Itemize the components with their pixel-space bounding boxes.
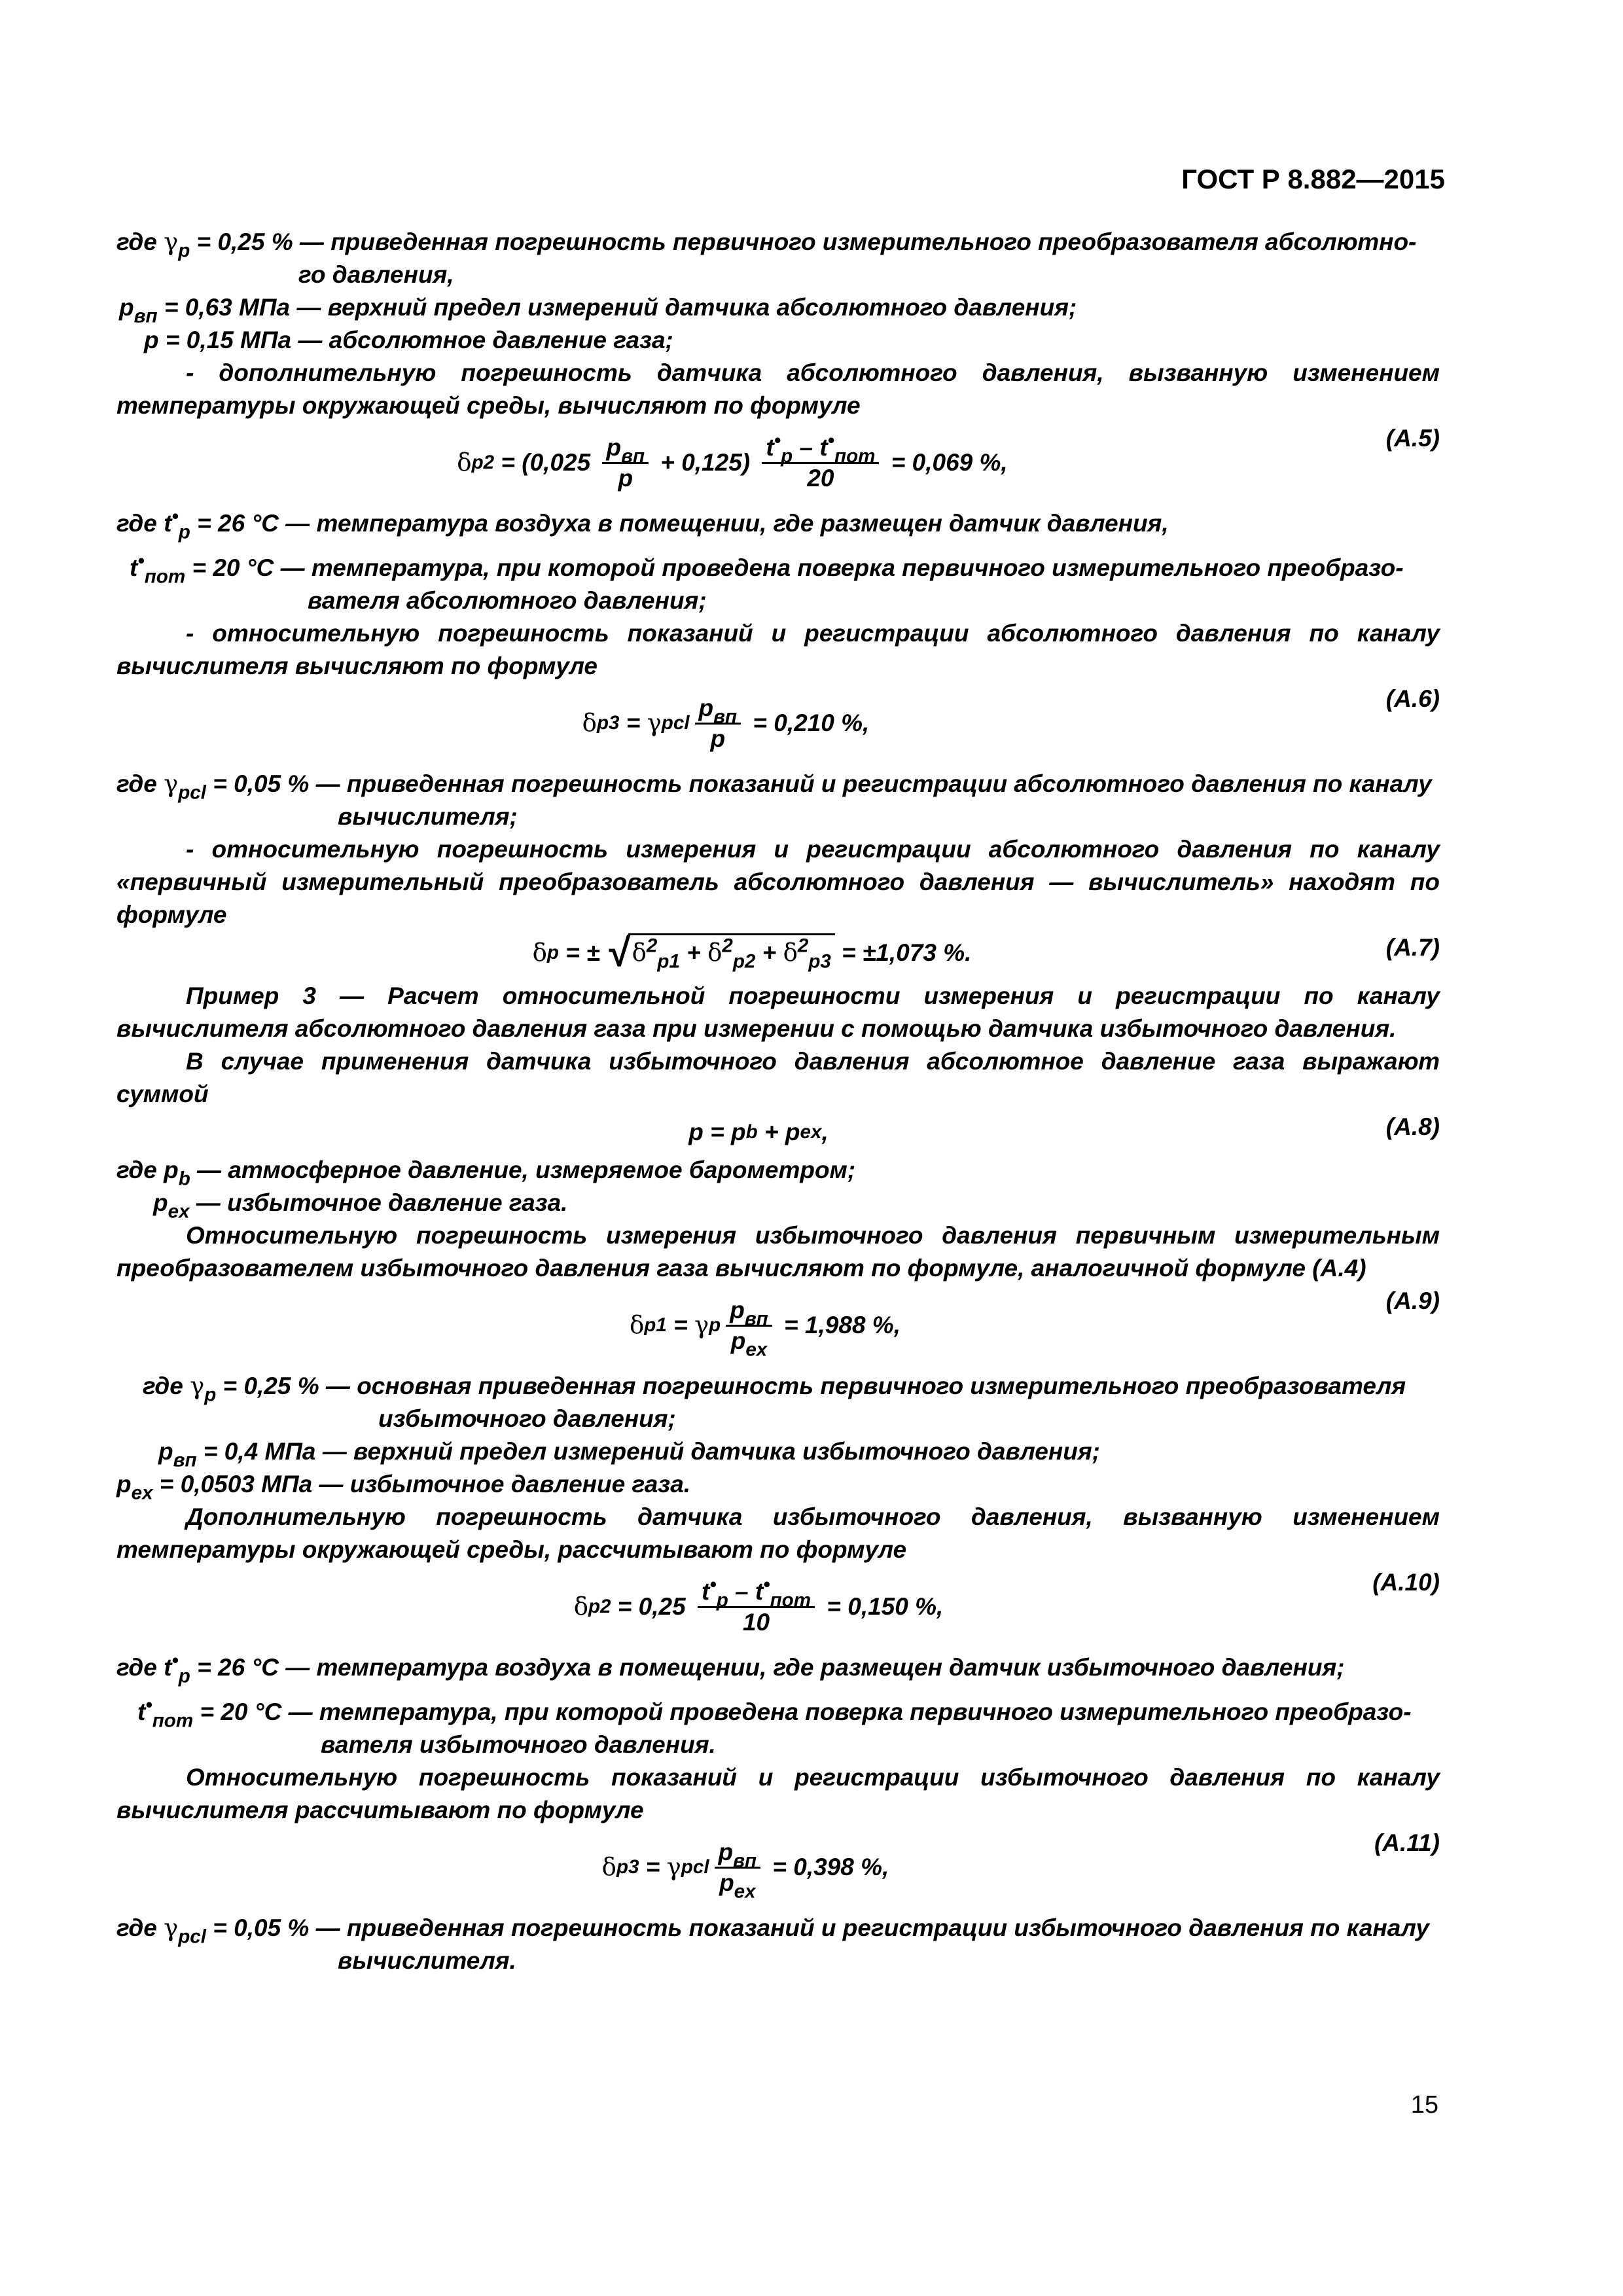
- fraction: $\frac{p_{вп}}{p}$: [695, 694, 741, 753]
- square-root: √ $\delta^2_{p1} + \delta^2_{p2} + \delta^2_{p3}$: [607, 933, 835, 973]
- definition-t-p-excess: где $t^•_p = 26$ °С — температура воздуха в помещении, где размещен датчик избыточного давления;: [116, 1649, 1345, 1687]
- definition-gamma-pcl-excess-cont: вычислителя.: [338, 1947, 516, 1974]
- paragraph-relative-error: - относительную погрешность показаний и регистрации абсолютного давления по каналу вычислителя вычисляют по формуле: [116, 620, 1440, 679]
- definition-gamma-p-excess: где $\gamma_p = 0,25$ % — основная приведенная погрешность первичного измерительного преобразователя: [143, 1372, 1406, 1406]
- definition-gamma-pcl-cont: вычислителя;: [338, 803, 518, 830]
- definition-gamma-p-excess-cont: избыточного давления;: [378, 1405, 676, 1432]
- paragraph-relative-excess: Относительную погрешность показаний и регистрации избыточного давления по каналу вычислителя рассчитывают по формуле: [116, 1764, 1440, 1823]
- equation-number: (A.9): [1385, 1287, 1440, 1314]
- fraction: $\frac{p_{вп}}{p_{ex}}$: [715, 1838, 761, 1897]
- definition-p-b: где $p_b$ — атмосферное давление, измеряемое барометром;: [116, 1157, 856, 1190]
- paragraph-sum: В случае применения датчика избыточного давления абсолютное давление газа выражают суммой: [116, 1048, 1440, 1107]
- fraction: $\frac{p_{вп}}{p}$: [602, 433, 649, 493]
- equation-number: (A.11): [1374, 1829, 1440, 1856]
- equation-number: (A.10): [1372, 1569, 1440, 1596]
- definition-t-pot-excess-cont: вателя избыточного давления.: [321, 1731, 716, 1758]
- equation-number: (A.8): [1385, 1113, 1440, 1140]
- page-number: 15: [1410, 2091, 1438, 2119]
- formula-a7: δ p = ± √ $\delta^2_{p1} + \delta^2_{p2} + \delta^2_{p3}$ = ±1,073 %. (A.7): [532, 931, 1440, 975]
- definition-t-pot-cont: вателя абсолютного давления;: [308, 587, 707, 614]
- formula-a10: δ p2 = 0,25 $\frac{t^•_p - t^•_{пот}}{10}$ = 0,150 %, (A.10): [116, 1566, 1440, 1647]
- example-3: Пример 3 — Расчет относительной погрешности измерения и регистрации по каналу вычислителя абсолютного давления газа при измерении с помощью датчика избыточного давления.: [116, 982, 1440, 1042]
- fraction: $\frac{t^•_p - t^•_{пот}}{10}$: [698, 1577, 815, 1637]
- definition-t-p: где $t^•_p = 26$ °С — температура воздуха в помещении, где размещен датчик давления,: [116, 505, 1169, 543]
- definition-t-pot-excess: $t^•_{пот} = 20$ °С — температура, при которой проведена поверка первичного измерительного преобразо-: [137, 1694, 1412, 1732]
- page-content: [116, 226, 1440, 1977]
- formula-a6: δ p3 = γ pcl $\frac{p_{вп}}{p}$ = 0,210 %, (A.6): [116, 683, 1440, 764]
- definition-gamma-pcl: где $\gamma_{pcl} = 0,05$ % — приведенная погрешность показаний и регистрации абсолютного давления по каналу: [116, 770, 1432, 804]
- definition-t-pot: $t^•_{пот} = 20$ °С — температура, при которой проведена поверка первичного измерительного преобразо-: [130, 550, 1404, 588]
- formula-a11: δ p3 = γ pcl $\frac{p_{вп}}{p_{ex}}$ = 0,398 %, (A.11): [116, 1827, 1440, 1908]
- formula-a8: p = p b + p ex , (A.8): [116, 1111, 1440, 1154]
- definition-p-vp-excess: $p_{вп} = 0,4$ МПа — верхний предел измерений датчика избыточного давления;: [158, 1438, 1100, 1471]
- paragraph-additional-error: - дополнительную погрешность датчика абсолютного давления, вызванную изменением температуры окружающей среды, вычисляют по формуле: [116, 359, 1440, 419]
- paragraph-additional-excess: Дополнительную погрешность датчика избыточного давления, вызванную изменением температуры окружающей среды, рассчитывают по формуле: [116, 1503, 1440, 1563]
- standard-header: ГОСТ Р 8.882—2015: [1181, 164, 1445, 194]
- equation-number: (A.7): [1385, 934, 1440, 961]
- definition-gamma-p: где $\gamma_p = 0,25$ % — приведенная погрешность первичного измерительного преобразователя абсолютно-: [116, 228, 1417, 262]
- definition-p-ex-value: $p_{ex} = 0,0503$ МПа — избыточное давление газа.: [116, 1471, 691, 1504]
- equation-number: (A.5): [1385, 425, 1440, 452]
- fraction: $\frac{t^•_p - t^•_{пот}}{20}$: [762, 433, 879, 493]
- definition-p: p = 0,15 МПа — абсолютное давление газа;: [144, 327, 673, 353]
- definition-gamma-pcl-excess: где $\gamma_{pcl} = 0,05$ % — приведенная погрешность показаний и регистрации избыточного давления по каналу: [116, 1914, 1429, 1948]
- paragraph-excess-error: Относительную погрешность измерения избыточного давления первичным измерительным преобразователем избыточного давления газа вычисляют по формуле, аналогичной формуле (A.4): [116, 1222, 1440, 1282]
- definition-p-vp: $p_{вп} = 0,63$ МПа — верхний предел измерений датчика абсолютного давления;: [119, 294, 1077, 327]
- definition-gamma-p-cont: го давления,: [298, 261, 454, 288]
- definition-p-ex: $p_{ex}$ — избыточное давление газа.: [153, 1189, 568, 1223]
- formula-a9: δ p1 = γ p $\frac{p_{вп}}{p_{ex}}$ = 1,988 %, (A.9): [116, 1285, 1440, 1366]
- formula-a5: δ p2 = (0,025 $\frac{p_{вп}}{p}$ + 0,125) $\frac{t^•_p - t^•_{пот}}{20}$ = 0,069 %, (A.5): [116, 422, 1440, 503]
- fraction: $\frac{p_{вп}}{p_{ex}}$: [726, 1296, 772, 1355]
- equation-number: (A.6): [1385, 685, 1440, 712]
- paragraph-combined-error: - относительную погрешность измерения и регистрации абсолютного давления по каналу «первичный измерительный преобразователь абсолютного давления — вычислитель» находят по формуле: [116, 836, 1440, 928]
